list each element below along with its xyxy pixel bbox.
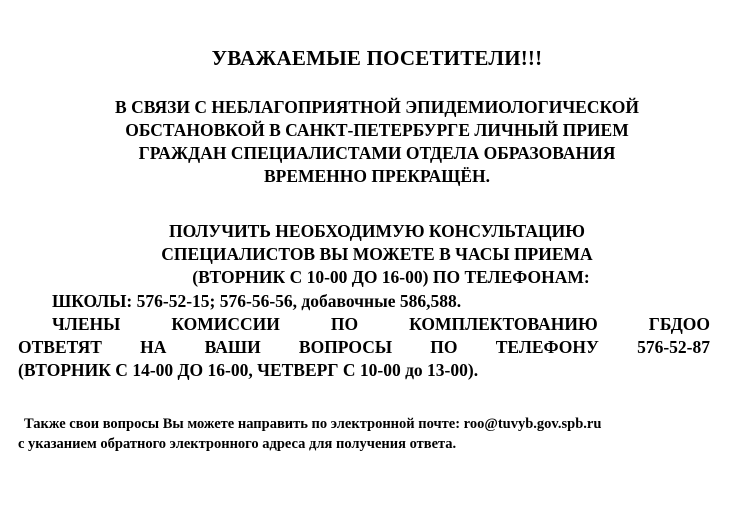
commission-word: ЧЛЕНЫ xyxy=(52,314,121,334)
commission-word: НА xyxy=(140,337,167,357)
consultation-line-1: ПОЛУЧИТЬ НЕОБХОДИМУЮ КОНСУЛЬТАЦИЮ xyxy=(168,221,585,241)
consultation-info xyxy=(0,220,754,289)
commission-info xyxy=(18,313,710,382)
notice-line-3: ГРАЖДАН СПЕЦИАЛИСТАМИ ОТДЕЛА ОБРАЗОВАНИЯ xyxy=(138,143,616,163)
commission-word: КОМПЛЕКТОВАНИЮ xyxy=(409,314,598,334)
email-line-2: с указанием обратного электронного адреса для получения ответа. xyxy=(18,436,457,452)
commission-word: ПО xyxy=(330,314,359,334)
consultation-line-3: (ВТОРНИК С 10-00 ДО 16-00) ПО ТЕЛЕФОНАМ: xyxy=(192,267,590,287)
commission-word: КОМИССИИ xyxy=(171,314,280,334)
notice-line-4: ВРЕМЕННО ПРЕКРАЩЁН. xyxy=(263,166,491,186)
email-line-1: Также свои вопросы Вы можете направить по электронной почте: roo@tuvyb.gov.spb.ru xyxy=(24,416,602,432)
commission-line-1 xyxy=(18,313,710,336)
commission-word: ВАШИ xyxy=(204,337,261,357)
commission-line-2 xyxy=(18,336,710,359)
commission-word: ПО xyxy=(430,337,458,357)
notice-line-1: В СВЯЗИ С НЕБЛАГОПРИЯТНОЙ ЭПИДЕМИОЛОГИЧЕСКОЙ xyxy=(115,97,639,117)
commission-word: ГБДОО xyxy=(648,314,710,334)
notice-line-2: ОБСТАНОВКОЙ В САНКТ-ПЕТЕРБУРГЕ ЛИЧНЫЙ ПРИЕМ xyxy=(125,120,629,140)
commission-word: ОТВЕТЯТ xyxy=(18,337,102,357)
closure-notice xyxy=(0,96,754,188)
commission-word: ТЕЛЕФОНУ xyxy=(495,337,599,357)
commission-hours: (ВТОРНИК С 14-00 ДО 16-00, ЧЕТВЕРГ С 10-00 до 13-00). xyxy=(18,360,479,380)
consultation-line-2: СПЕЦИАЛИСТОВ ВЫ МОЖЕТЕ В ЧАСЫ ПРИЕМА xyxy=(161,244,593,264)
commission-word: ВОПРОСЫ xyxy=(298,337,393,357)
page-title: УВАЖАЕМЫЕ ПОСЕТИТЕЛИ!!! xyxy=(211,46,543,70)
commission-phone: 576-52-87 xyxy=(637,337,710,357)
email-contact xyxy=(18,414,710,454)
schools-phones: ШКОЛЫ: 576-52-15; 576-56-56, добавочные 586,588. xyxy=(52,291,462,311)
